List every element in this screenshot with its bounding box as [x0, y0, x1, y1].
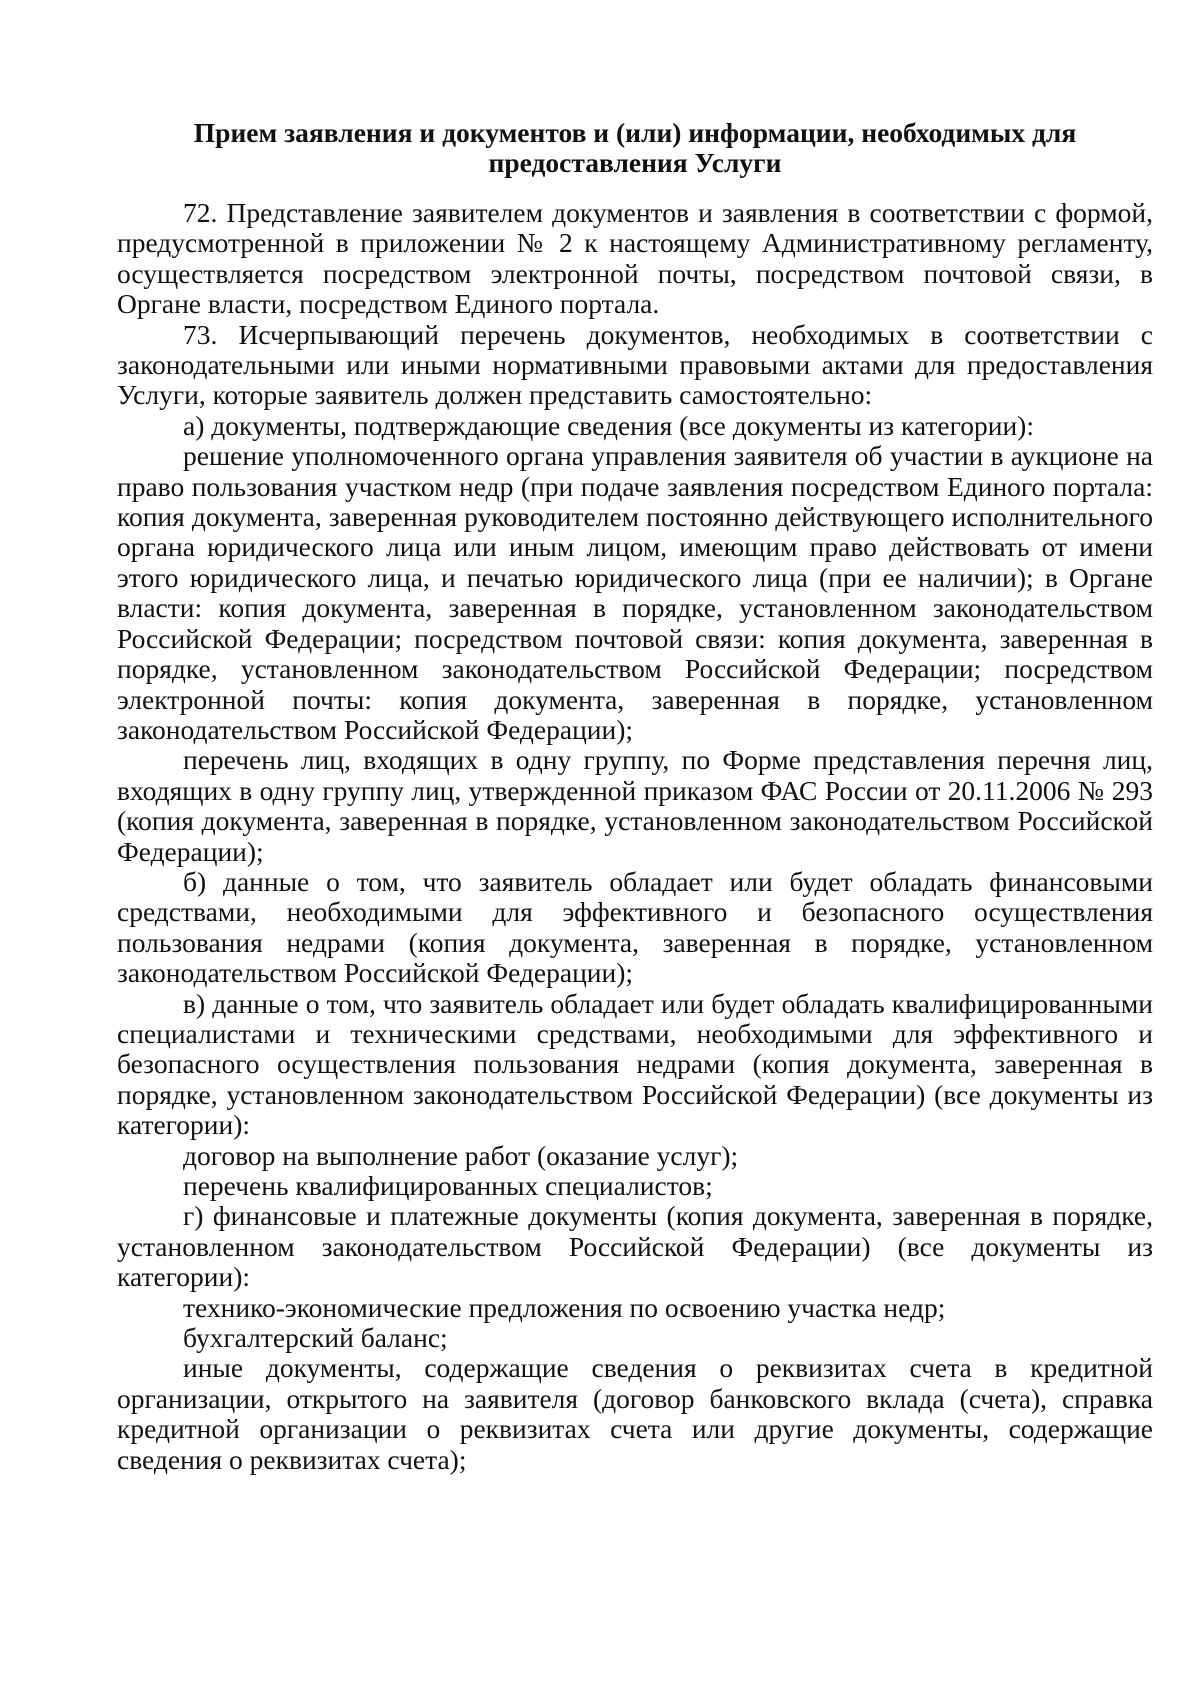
paragraph-item-g: г) финансовые и платежные документы (копия документа, заверенная в порядке, установленном законодательством Российской Федерации) (все документы из категории): [117, 1200, 1153, 1293]
paragraph-item-v: в) данные о том, что заявитель обладает или будет обладать квалифицированными специалистами и техническими средствами, необходимыми для эффективного и безопасного осуществления пользования недрами (копия документа, заверенная в порядке, установленном законодательством Российской Федерации) (все документы из категории): [117, 987, 1153, 1141]
paragraph-bank-details: иные документы, содержащие сведения о реквизитах счета в кредитной организации, открытого на заявителя (договор банковского вклада (счета), справка кредитной организации о реквизитах счета или другие документы, содержащие сведения о реквизитах счета); [117, 1352, 1153, 1475]
section-heading-line-2: предоставления Услуги [488, 147, 782, 178]
paragraph-balance: бухгалтерский баланс; [183, 1322, 448, 1354]
paragraph-group-list: перечень лиц, входящих в одну группу, по Форме представления перечня лиц, входящих в одну группу лиц, утвержденной приказом ФАС России от 20.11.2006 № 293 (копия документа, заверенная в порядке, установленном законодательством Российской Федерации); [117, 744, 1153, 867]
paragraph-specialists: перечень квалифицированных специалистов; [183, 1170, 713, 1201]
section-heading-line-1: Прием заявления и документов и (или) информации, необходимых для [193, 117, 1077, 148]
paragraph-proposals: технико-экономические предложения по освоению участка недр; [183, 1291, 946, 1323]
paragraph-decision: решение уполномоченного органа управления заявителя об участии в аукционе на право пользования участком недр (при подаче заявления посредством Единого портала: копия документа, заверенная руководителем постоянно действующего исполнительного органа юридического лица или иным лицом, имеющим право действовать от имени этого юридического лица, и печатью юридического лица (при ее наличии); в Органе власти: копия документа, заверенная в порядке, установленном законодательством Российской Федерации; посредством почтовой связи: копия документа, заверенная в порядке, установленном законодательством Российской Федерации; посредством электронной почты: копия документа, заверенная в порядке, установленном законодательством Российской Федерации); [117, 440, 1153, 745]
paragraph-72: 72. Представление заявителем документов и заявления в соответствии с формой, предусмотренной в приложении № 2 к настоящему Административному регламенту, осуществляется посредством электронной почты, посредством почтовой связи, в Органе власти, посредством Единого портала. [117, 197, 1153, 320]
paragraph-item-b: б) данные о том, что заявитель обладает или будет обладать финансовыми средствами, необходимыми для эффективного и безопасного осуществления пользования недрами (копия документа, заверенная в порядке, установленном законодательством Российской Федерации); [117, 865, 1153, 989]
paragraph-73: 73. Исчерпывающий перечень документов, необходимых в соответствии с законодательными или иными нормативными правовыми актами для предоставления Услуги, которые заявитель должен представить самостоятельно: [117, 318, 1153, 411]
paragraph-contract: договор на выполнение работ (оказание услуг); [183, 1139, 739, 1171]
section-heading [117, 118, 1153, 178]
document-body [117, 118, 1153, 1475]
paragraph-item-a: а) документы, подтверждающие сведения (все документы из категории): [183, 409, 1034, 441]
